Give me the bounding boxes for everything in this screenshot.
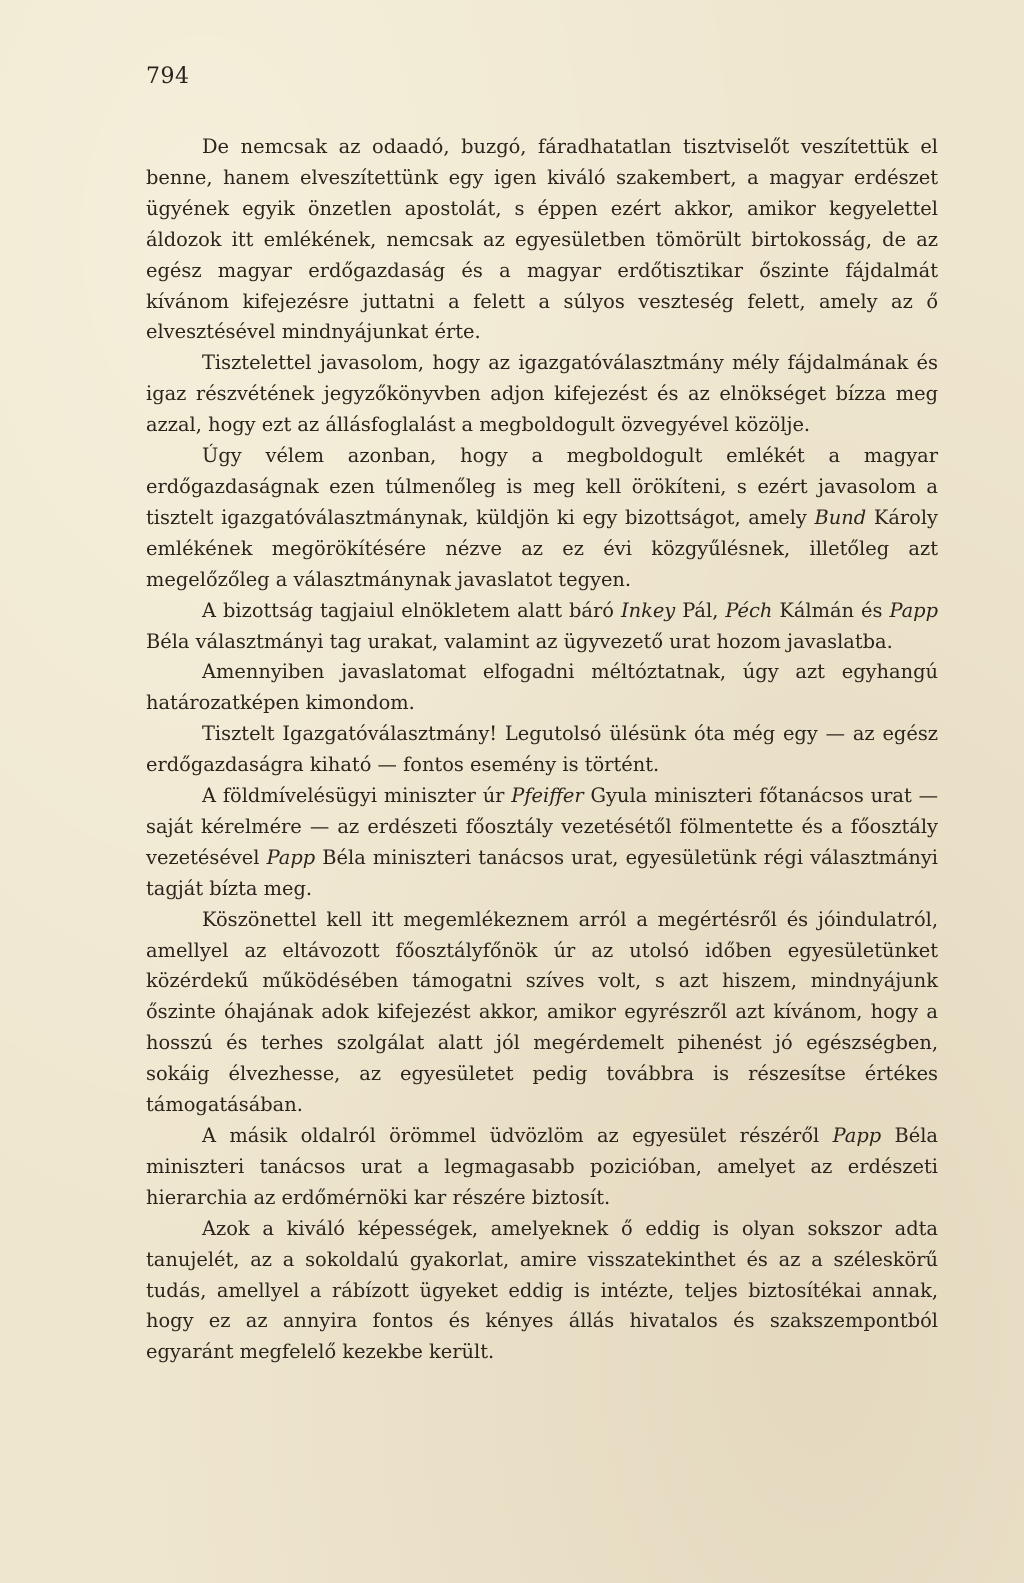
paragraph: Úgy vélem azonban, hogy a megboldogult emlékét a magyar erdőgazdaságnak ezen túlmenőleg is meg kell örökíteni, s ezért javasolom a tisztelt igazgatóválasztmánynak, küldjön ki egy bizottságot, amely Bund Károly emlékének megörökítésére nézve az ez évi közgyűlésnek, illetőleg azt megelőzőleg a választmánynak javaslatot tegyen. — [146, 444, 938, 591]
italic-name: Papp — [266, 845, 316, 869]
italic-name: Pfeiffer — [511, 784, 584, 808]
italic-name: Papp — [832, 1124, 882, 1147]
paragraph: Köszönettel kell itt megemlékeznem arról a megértésről és jóindulatról, amellyel az eltávozott főosztályfőnök úr az utolsó időben egyesületünket közérdekű működésében támogatni szíves volt, s azt hiszem, mindnyájunk őszinte óhajának adok kifejezést akkor, amikor egyrészről azt kívánom, hogy a hosszú és terhes szolgálat alatt jól megérdemelt pihenést jó egészségben, sokáig élvezhesse, az egyesületet pedig továbbra is részesítse értékes támogatásában. — [146, 907, 938, 1117]
paragraph: Amennyiben javaslatomat elfogadni méltóztatnak, úgy azt egyhangú határozatképen kimondom. — [146, 660, 938, 715]
paragraph: Tisztelt Igazgatóválasztmány! Legutolsó ülésünk óta még egy — az egész erdőgazdaságra kiható — fontos esemény is történt. — [146, 722, 938, 777]
italic-name: Bund — [814, 505, 867, 529]
italic-name: Inkey — [620, 598, 676, 622]
paragraph: A másik oldalról örömmel üdvözlöm az egyesület részéről Papp Béla miniszteri tanácsos urat a legmagasabb pozicióban, amelyet az erdészeti hierarchia az erdőmérnöki kar részére biztosít. — [146, 1124, 938, 1209]
italic-name: Péch — [725, 598, 773, 622]
paragraph: A bizottság tagjaiul elnökletem alatt báró Inkey Pál, Péch Kálmán és Papp Béla választmányi tag urakat, valamint az ügyvezető urat hozom javaslatba. — [146, 598, 938, 653]
paragraph: Azok a kiváló képességek, amelyeknek ő eddig is olyan sokszor adta tanujelét, az a sokoldalú gyakorlat, amire visszatekinthet és az a széleskörű tudás, amellyel a rábízott ügyeket eddig is intézte, teljes biztosítékai annak, hogy ez az annyira fontos és kényes állás hivatalos és szakszempontból egyaránt megfelelő kezekbe került. — [146, 1216, 938, 1364]
paragraph: Tisztelettel javasolom, hogy az igazgatóválasztmány mély fájdalmának és igaz részvétének jegyzőkönyvben adjon kifejezést és az elnökséget bízza meg azzal, hogy ezt az állásfoglalást a megboldogult özvegyével közölje. — [146, 351, 938, 437]
paragraph: A földmívelésügyi miniszter úr Pfeiffer Gyula miniszteri főtanácsos urat — saját kérelmére — az erdészeti főosztály vezetésétől fölmentette és a főosztály vezetésével Papp Béla miniszteri tanácsos urat, egyesületünk régi választmányi tagját bízta meg. — [146, 784, 938, 900]
page-number: 794 — [146, 64, 190, 89]
paragraph: De nemcsak az odaadó, buzgó, fáradhatatlan tisztviselőt veszítettük el benne, hanem elveszítettünk egy igen kiváló szakembert, a magyar erdészet ügyének egyik önzetlen apostolát, s éppen ezért akkor, amikor kegyelettel áldozok itt emlékének, nemcsak az egyesületben tömörült birtokosság, de az egész magyar erdőgazdaság és a magyar erdőtisztikar őszinte fájdalmát kívánom kifejezésre juttatni a felett a súlyos veszteség felett, amely az ő elvesztésével mindnyájunkat érte. — [146, 135, 938, 344]
italic-name: Papp — [889, 598, 938, 622]
body-text — [146, 132, 938, 1368]
